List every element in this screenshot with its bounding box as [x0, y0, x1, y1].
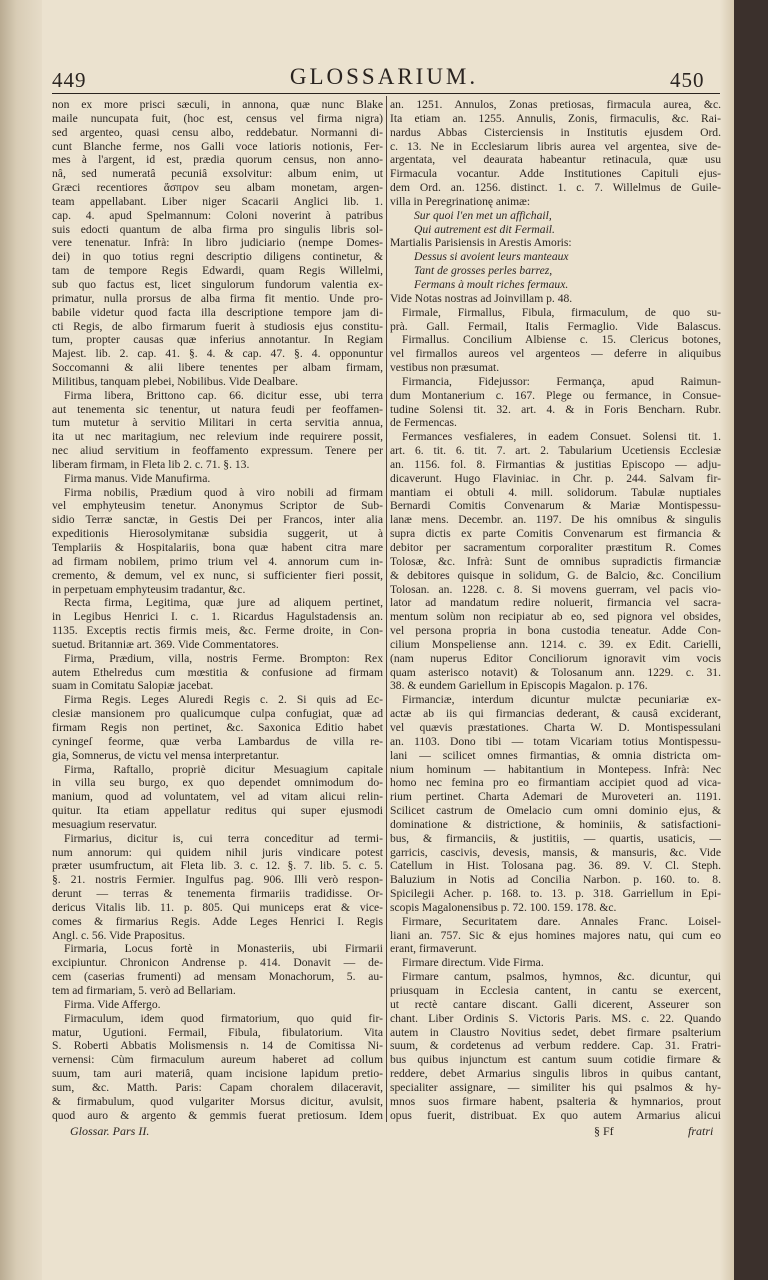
text-line: de Fermencas.	[390, 416, 457, 430]
text-line: clesiæ mansionem pro qualicumque culpa confugiat, quæ ad	[52, 707, 383, 721]
text-line: sidio Terræ sanctæ, in Gestis Dei per Francos, inter alia	[52, 513, 383, 527]
text-line: priusquam in Ecclesia cantent, in cantu se exercent,	[390, 984, 721, 997]
text-line: Firmaria, Locus fortè in Monasteriis, ubi Firmarii	[64, 942, 383, 956]
text-line: liberam firmam, in Fleta lib 2. c. 71. §. 13.	[52, 457, 250, 471]
text-line: suum, & cordetenus ad verbum reddere. Cap. 31. Fratri-	[390, 1039, 721, 1053]
text-line: Vide Notas nostras ad Joinvillam p. 48.	[390, 291, 573, 305]
text-line: mesuagium reservatur.	[52, 817, 157, 831]
text-line: Recta firma, Legitima, quæ jure ad aliquem pertinet,	[64, 596, 383, 610]
text-line: vel firmallos aureos vel argenteos — deferre in aliquibus	[390, 347, 721, 361]
text-line: scopis Magalonensibus p. 72. 100. 159. 178. &c.	[390, 900, 617, 914]
text-line: in villa seu burgo, ex quo dependet omnimodum do-	[52, 776, 383, 790]
text-line: Tant de grosses perles barrez,	[414, 264, 553, 278]
text-line: nardus Abbas Cisterciensis in Institutis ejusdem Ord.	[390, 125, 721, 139]
text-line: Militibus, tanquam plebei, Nobilibus. Vide Dealbare.	[52, 374, 299, 388]
text-line: lanæ mens. Decembr. an. 1197. De his omnibus & singulis	[390, 513, 721, 527]
text-line: sum, &c. Matth. Paris: Capam choralem dilaceravit,	[52, 1080, 383, 1094]
text-line: quam asterisco notavit) & Tolosanum ann. 1229. c. 31.	[390, 665, 721, 679]
text-line: vere tenenatur. Infrà: In libro judiciario (nempe Domes-	[52, 236, 383, 250]
text-line: cem (caserias frumenti) ad mensam Monachorum, 5. au-	[52, 970, 383, 984]
text-line: an. 1103. Dono tibi — totam Vicariam totius Montispessu-	[390, 734, 721, 748]
text-line: argentata, vel deaurata habeantur retinacula, quæ usu	[390, 153, 721, 167]
book-gutter	[0, 0, 42, 1280]
text-line: autem Ethelredus cum mœstitia & confusione ad firmam	[52, 665, 383, 679]
text-line: mes à l'argent, id est, prædia quorum census, non anno-	[52, 153, 383, 167]
text-line: mnos suos firmare habent, psalteria & hymnarios, prout	[390, 1094, 721, 1108]
text-line: nium hominum — habitantium in Montepess. Infrà: Nec	[390, 762, 721, 776]
text-line: rium pertinet. Charta Ademari de Muroveteri an. 1191.	[390, 790, 721, 804]
text-line: §. 21. nostris Fermier. Ingulfus pag. 906. Illi verò respon-	[52, 873, 383, 887]
text-line: Soccomanni & alii libere tenentes per albam firmam,	[52, 361, 383, 375]
catchword: fratri	[688, 1124, 714, 1138]
text-line: Firma, Raftallo, propriè dicitur Mesuagium capitale	[64, 762, 383, 776]
page-edge-shadow	[720, 0, 734, 1280]
text-line: team appellabant. Liber niger Scacarii Anglici lib. 1.	[52, 194, 383, 208]
gathering-mark: § Ff	[594, 1124, 614, 1138]
text-line: bus quibus injunctum est cantum suum cotidie firmare &	[390, 1053, 721, 1067]
text-line: Firma Regis. Leges Aluredi Regis c. 2. Si quis ad Ec-	[64, 693, 383, 707]
text-line: dominatione & districtione, & hominiis, & satisfactioni-	[390, 817, 721, 831]
text-line: cilium Monspeliense ann. 1214. c. 39. ex Edit. Carielli,	[390, 637, 721, 651]
text-line: Firma. Vide Affergo.	[64, 997, 161, 1011]
text-line: in perpetuam emphyteusim tradantur, &c.	[52, 582, 246, 596]
text-line: & debitores quisque in solidum, G. de Balcio, &c. Concilium	[390, 568, 721, 582]
text-line: supra dictis ex parte Comitis Convenarum est firmancia &	[390, 527, 721, 541]
text-line: num annorum: qui quidem nihil juris vindicare potest	[52, 845, 383, 859]
text-line: S. Roberti Abbatis Molismensis n. 14 de Comitissa Ni-	[52, 1039, 383, 1053]
text-line: Firma nobilis, Prædium quod à viro nobili ad firmam	[64, 485, 383, 499]
text-line: Spicilegii Acher. p. 168. to. 13. p. 318. Garriellum in Epi-	[390, 887, 721, 901]
text-line: ita ut nec maritagium, nec relevium inde requirere possit,	[52, 430, 383, 444]
text-line: gia, Somnerus, de victu vel mensa interpretantur.	[52, 748, 279, 762]
text-line: primatur, nulla prorsus de alba firma fit mentio. Unde pro-	[52, 291, 383, 305]
text-line: 1135. Exceptis rectis firmis meis, &c. Ferme droite, in Con-	[52, 624, 383, 638]
text-line: vel persona propria in bona custodia teneatur. Adde Con-	[390, 624, 721, 638]
text-line: bus, & firmanciis, & justitiis, — quartis, usaticis, —	[390, 831, 721, 845]
text-line: Firmarius, dicitur is, cui terra conceditur ad termi-	[64, 831, 383, 845]
text-line: prà. Gall. Fermail, Italis Fermaglio. Vide Balascus.	[390, 319, 721, 333]
text-line: chant. Liber Ordinis S. Victoris Paris. MS. c. 22. Quando	[390, 1011, 721, 1025]
text-line: Firmare directum. Vide Firma.	[402, 956, 544, 970]
text-line: vel emphyteusim tenetur. Anonymus Scriptor de Sub-	[52, 499, 383, 513]
text-line: lator ad mandatum redire noluerit, firmancia vel sacra-	[390, 596, 721, 610]
text-line: Majest. lib. 2. cap. 41. §. 4. & cap. 47. §. 4. opponuntur	[52, 347, 383, 361]
text-line: dei) in quo totius regni descriptio diligens continetur, &	[52, 250, 383, 264]
text-line: suetud. Britanniæ art. 369. Vide Commentatores.	[52, 637, 279, 651]
text-line: dem Ord. an. 1256. distinct. 1. c. 7. Willelmus de Guile-	[390, 181, 721, 195]
text-line: tum mutetur à servitio Militari in certa servitia annua,	[52, 416, 383, 430]
text-line: comes & firmarius Regis. Adde Leges Henrici I. Regis	[52, 914, 383, 928]
text-line: præter usumfructum, ait Fleta lib. 3. c. 12. §. 7. lib. 5. c. 5.	[52, 859, 383, 873]
text-line: excipiuntur. Chronicon Andrense p. 414. Donavit — de-	[52, 956, 383, 970]
text-line: Fermans à moult riches fermaux.	[414, 277, 569, 291]
text-line: (nam nuperus Editor Conciliorum ignoravit vim vocis	[390, 651, 721, 665]
text-line: Firmanciæ, interdum dicuntur mulctæ pecuniariæ ex-	[402, 693, 721, 707]
text-line: tum, propter causas quæ inferius annotantur. In Regiam	[52, 333, 383, 347]
text-line: Firmallus. Concilium Albiense c. 15. Clericus botones,	[402, 333, 721, 347]
text-line: mantiam ei obtuli 4. mill. solidorum. Tabulæ nuptiales	[390, 485, 721, 499]
text-line: ad firmam nobilem, primo trium vel 4. annorum cum in-	[52, 554, 383, 568]
text-line: cti Regis, de albo firmarum fuerit à studiosis ejus constitu-	[52, 319, 383, 333]
text-line: cap. 4. apud Spelmannum: Coloni noverint à patribus	[52, 208, 383, 222]
text-line: tudine Solensi tit. 32. art. 4. & in Foris Bencharn. Rubr.	[390, 402, 721, 416]
text-line: Templariis & Hospitalariis, bona quæ habent citra mare	[52, 541, 383, 554]
text-line: Dessus si avoient leurs manteaux	[414, 250, 569, 264]
text-line: Scilicet castrum de Omelacio cum omni dominio ejus, &	[390, 804, 721, 818]
text-line: ut rectè cantare discant. Galli dicerent, Asseurer son	[390, 997, 721, 1011]
text-line: quod auro & argento & gemmis fuerat pretiosum. Idem	[52, 1108, 383, 1122]
text-line: Baluzium in Notis ad Concilia Narbon. p. 160. to. 8.	[390, 873, 721, 887]
text-line: derunt — terras & tenementa firmariis tradidisse. Or-	[52, 887, 383, 901]
text-line: reddere, debet Armarius singulis libros in quibus cantant,	[390, 1067, 721, 1081]
text-line: cremento, & demum, vel ex nunc, si sufficienter fieri possit,	[52, 568, 383, 582]
left-column	[52, 98, 383, 1122]
text-line: Firmacula vocantur. Adde Institutiones Capituli ejus-	[390, 167, 721, 181]
text-line: cyningeſ feorme, quæ verba Lambardus de villa re-	[52, 734, 383, 748]
running-title: GLOSSARIUM.	[289, 64, 479, 89]
text-line: in Legibus Henrici I. c. 1. Ricardus Hagulstadensis an.	[52, 610, 383, 624]
text-line: manium, quod ad voluntatem, vel ad vitam alicui relin-	[52, 790, 383, 804]
page-number-right: 450	[670, 68, 705, 92]
text-line: aut tenementa sic tenentur, ut natura feudi per feoffamen-	[52, 402, 383, 416]
text-line: Fermances vesfialeres, in eadem Consuet. Solensi tit. 1.	[402, 430, 721, 444]
text-line: firmam Regis non pertinet, &c. Saxonica Editio habet	[52, 720, 383, 734]
text-line: & firmabulum, quod vulgariter Morsus dicitur, avulsit,	[52, 1094, 383, 1108]
text-line: Tolosæ, &c. Infrà: Sunt de omnibus supradictis firmanciæ	[390, 554, 721, 568]
text-line: babile videtur quod facta illa descriptione tempore jam di-	[52, 305, 383, 319]
signature-line: Glossar. Pars II.	[70, 1124, 150, 1138]
text-line: Angl. c. 56. Vide Prapositus.	[52, 928, 186, 942]
text-line: homo nec femina pro eo firmantiam accipiet quod ad vica-	[390, 776, 721, 790]
text-line: Qui autrement est dit Fermail.	[414, 222, 555, 236]
text-line: Firmancia, Fidejussor: Fermança, apud Raimun-	[402, 374, 721, 388]
text-line: mentum solùm non recipiatur ab eo, sed pignora vel obsides,	[390, 610, 721, 624]
text-line: Sur quoi l'en met un affichail,	[414, 208, 552, 222]
text-line: specialiter assignare, — similiter his qui psalmos & hy-	[390, 1080, 721, 1094]
text-line: tam de tempore Regis Edwardi, quam Regis Willelmi,	[52, 264, 383, 278]
text-line: an. 1251. Annulos, Zonas pretiosas, firmacula aurea, &c.	[390, 98, 721, 111]
text-line: opus fuerit, distribuat. Ex quo autem Armarius alicui	[390, 1108, 721, 1122]
text-line: Catellum in Hist. Tolosana pag. 36. 89. V. Cl. Steph.	[390, 859, 721, 873]
text-line: Firmare, Securitatem dare. Annales Franc. Loisel-	[402, 914, 721, 928]
text-line: garricis, cascivis, devesis, mansis, & mansuris, &c. Vide	[390, 845, 721, 859]
text-line: Martialis Parisiensis in Arestis Amoris:	[390, 236, 572, 250]
text-line: tem ad firmariam, 5. verò ad Bellariam.	[52, 984, 236, 997]
text-line: quitur. Ita etiam appellatur reditus qui super ejusmodi	[52, 804, 383, 818]
text-line: villa in Peregrinationę animæ:	[390, 194, 531, 208]
text-line: Græci recentiores ἄσπρον seu albam monetam, argen-	[52, 181, 383, 195]
text-line: sub quo factus est, licet singulorum fundorum valentia ex-	[52, 277, 383, 291]
text-line: vernensi: Cùm firmaculum aureum haberet ad collum	[52, 1053, 383, 1067]
text-line: matur, Ugutioni. Fermail, Fibula, fibulatorium. Vita	[52, 1025, 383, 1039]
text-line: art. 6. tit. 6. tit. 7. art. 2. Tabularium Ucetiensis Ecclesiæ	[390, 444, 721, 458]
text-line: Firma libera, Brittono cap. 66. dicitur esse, ubi terra	[64, 388, 383, 402]
text-line: nec aliud servitium in feoffamento expressum. Tenere per	[52, 444, 383, 458]
text-line: nâ, sed numeratâ pecuniâ exsolvitur: album enim, ut	[52, 167, 383, 181]
text-line: Ita etiam an. 1255. Annulis, Zonis, firmaculis, &c. Rai-	[390, 111, 721, 125]
right-column	[390, 98, 721, 1122]
text-line: autem in Claustro Novitius sedet, debet firmare psalterium	[390, 1025, 721, 1039]
text-line: dicaverunt. Hugo Flaviniac. in Chr. p. 244. Salvam fir-	[390, 471, 721, 485]
text-line: an. 1156. fol. 8. Firmantias & justitias Episcopo — adju-	[390, 457, 721, 471]
text-line: Firmaculum, idem quod firmatorium, quo quid fir-	[64, 1011, 383, 1025]
text-line: dericus Vitalis lib. 11. p. 805. Qui municeps erat & vice-	[52, 900, 383, 914]
text-line: lani — scilicet omnes firmantias, & omnia districta om-	[390, 748, 721, 762]
page-number-left: 449	[52, 68, 87, 92]
text-line: debitor per sacramentum corporaliter præstitum R. Comes	[390, 541, 721, 554]
column-divider	[386, 96, 387, 1122]
text-line: cunt Blanche ferme, nos Galli voce latioris notionis, Fer-	[52, 139, 383, 153]
text-line: 38. & eundem Gariellum in Episcopis Magalon. p. 176.	[390, 679, 648, 693]
header-rule	[52, 93, 720, 94]
text-line: Bernardi Comitis Convenarum & Mariæ Montispessu-	[390, 499, 721, 513]
text-line: erant, firmaverunt.	[390, 942, 477, 956]
text-line: suam in Comitatu Salopiæ jacebat.	[52, 679, 214, 693]
text-line: dum Montanerium c. 167. Plege ou fermance, in Consue-	[390, 388, 721, 402]
text-line: liani an. 757. Sic & ejus homines majores natu, qui cum eo	[390, 928, 721, 942]
text-line: vestibus non præsumat.	[390, 361, 500, 375]
text-line: Firmare cantum, psalmos, hymnos, &c. dicuntur, qui	[402, 970, 721, 984]
text-line: actæ ab iis qui firmancias dederant, & causâ exciderant,	[390, 707, 721, 721]
text-line: maile nuncupata fuit, (hoc est, census vel firma nigra)	[52, 111, 383, 125]
text-line: Firma, Prædium, villa, nostris Ferme. Brompton: Rex	[64, 651, 383, 665]
text-line: non ex more prisci sæculi, in annona, quæ nunc Blake	[52, 98, 383, 111]
text-line: Tolosan. an. 1228. c. 8. Si movens guerram, vel pacis vio-	[390, 582, 721, 596]
text-line: expeditionis Hierosolymitanæ subsidia suggerit, ut à	[52, 527, 383, 541]
background-dark	[734, 0, 768, 1280]
text-line: Firma manus. Vide Manufirma.	[64, 471, 211, 485]
text-line: sed argenteo, quasi censu albo, reddebatur. Normanni di-	[52, 125, 383, 139]
text-line: Firmale, Firmallus, Fibula, firmaculum, de quo su-	[402, 305, 721, 319]
text-line: vel quævis præstationes. Charta W. D. Montispessulani	[390, 720, 721, 734]
text-line: suis edocti quantum de alba firma pro singulis libris sol-	[52, 222, 383, 236]
text-line: c. 13. Ne in Ecclesiarum libris aurea vel argentea, sive de-	[390, 139, 721, 153]
text-line: suum, tam auri materiâ, quam incisione lapidum pretio-	[52, 1067, 383, 1081]
